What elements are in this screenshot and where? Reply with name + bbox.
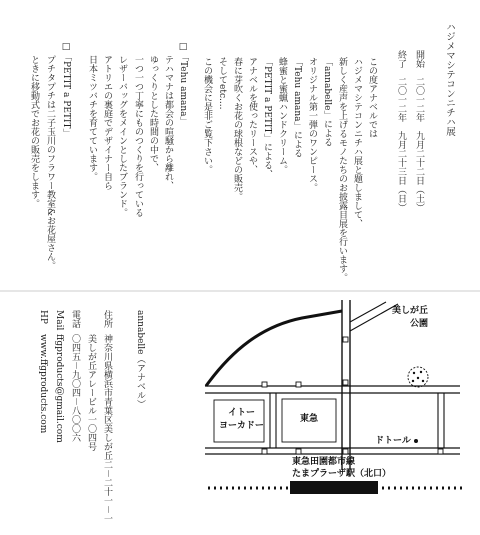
address-line: 美しが丘アレービル一〇四号 [86, 334, 96, 451]
homepage-label: HP [38, 310, 48, 324]
map-label-tokyu: 東急 [300, 414, 319, 424]
shop-name: annabelle（アナベル） [135, 310, 145, 409]
intro-line: 新しく産声を上げるモノたちのお披露目展を行います。 [337, 57, 347, 282]
map-label-itoyokado: ヨーカドー [219, 421, 264, 431]
exhibition-title: ハジメマシテコンニチハ展 [444, 22, 455, 136]
brand-description-line: テハマナは都会の喧騒から離れ、 [163, 55, 173, 190]
intro-line: アナベルを使ったリースや、 [247, 57, 257, 174]
crossing-marker [296, 449, 301, 454]
phone-number: 〇四五－九〇四－八〇〇六 [70, 334, 80, 443]
intro-line: 「annabelle」による [322, 57, 332, 147]
main-curved-road [206, 311, 342, 386]
intro-line: そしてetc.... [217, 57, 227, 110]
brand-heading: □「PETIT a PETIT」 [61, 42, 71, 138]
doutor-marker [414, 439, 418, 443]
exhibition-start-date: 開始 二〇一二年 九月二十二日（土） [414, 50, 424, 212]
phone-label: 電話 [70, 310, 80, 328]
intro-line: 蜂蜜と蜜蝋ハンドクリーム。 [277, 57, 287, 174]
brand-description-line: 日本ミツバチを育てています。 [87, 55, 97, 181]
intro-line: ハジメマシテコンニチハ展と題しまして、 [352, 57, 362, 228]
intro-line: オリジナル第一弾のワンピース。 [307, 57, 317, 192]
brand-description-line: ときに移動式でお花の販売をします。 [29, 55, 39, 208]
map-label-park: 美しが丘 [392, 306, 429, 316]
crossing-marker [343, 449, 348, 454]
intro-line: 「PETIT a PETIT」による、 [262, 57, 272, 179]
park-road-edge [350, 302, 386, 322]
map-label-rail-line: 東急田園都市線 [292, 457, 356, 467]
crossing-marker [343, 337, 348, 342]
crossing-marker [262, 382, 267, 387]
brand-description-line: ゆっくりとした時間の中で、 [148, 55, 158, 172]
brand-description-line: アトリエの裏庭でデザイナー自ら [102, 55, 112, 190]
brand-description-line: プチタプチは二子玉川のフラワー教室&お花屋さん。 [45, 55, 55, 271]
park-tree-icon [408, 367, 428, 387]
crossing-marker [262, 449, 267, 454]
crossing-marker [343, 380, 348, 385]
mail-address: ffgproducts@gmail.com [54, 334, 64, 443]
map-label-itoyokado: イトー [228, 408, 256, 418]
exhibition-end-date: 終了 二〇一二年 九月二十三日（日） [396, 50, 406, 212]
brand-description-line: レザーバッグをメインとしたブランド。 [117, 55, 127, 217]
crossing-markers [262, 337, 443, 454]
brand-heading: □「Tehu amana」 [178, 42, 188, 126]
homepage-url: www.ffgproducts.com [38, 334, 48, 434]
brand-description-line: 一つ一つ丁寧にものつくりを行っている [133, 55, 143, 217]
map-label-doutor: ドトール [375, 436, 411, 446]
station-platform [290, 481, 378, 494]
intro-line: この度アナベルでは [367, 57, 377, 138]
address-line: 神奈川県横浜市青葉区美しが丘二－二十一－一 [102, 334, 112, 524]
intro-line: この機会に是非ご覧下さい。 [202, 57, 212, 174]
mail-label: Mail [54, 310, 64, 331]
map-label-station: たまプラーザ駅（北口） [292, 469, 392, 479]
crossing-marker [296, 382, 301, 387]
crossing-marker [438, 449, 443, 454]
map-label-park: 公園 [410, 319, 429, 329]
intro-line: 「Tehu amana」による [292, 57, 302, 158]
intro-line: 春に芽吹くお花の球根などの販売。 [232, 57, 242, 201]
address-label: 住所 [102, 310, 112, 328]
